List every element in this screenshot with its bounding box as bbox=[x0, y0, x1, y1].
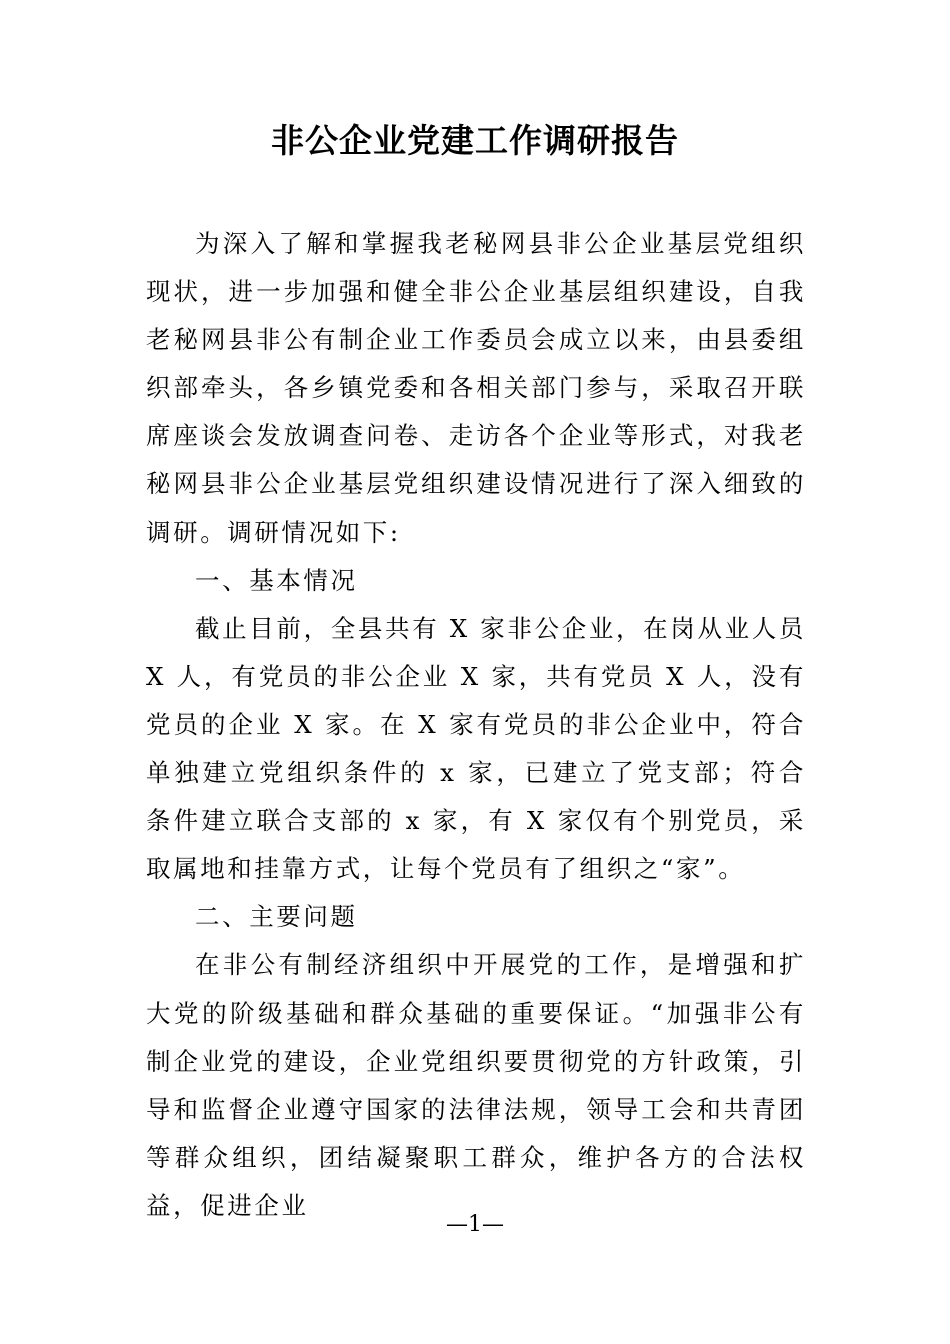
document-body bbox=[146, 220, 806, 1230]
section-heading-basic-situation: 一、基本情况 bbox=[195, 565, 358, 595]
page-number: —1— bbox=[446, 1212, 504, 1237]
document-title: 非公企业党建工作调研报告 bbox=[271, 121, 679, 160]
paragraph-main-problems: 在非公有制经济组织中开展党的工作，是增强和扩大党的阶级基础和群众基础的重要保证。“加强非公有制企业党的建设，企业党组织要贯彻党的方针政策，引导和监督企业遵守国家的法律法规，领导工会和共青团等群众组织，团结凝聚职工群众，维护各方的合法权益，促进企业 bbox=[146, 950, 806, 1220]
section-heading-main-problems: 二、主要问题 bbox=[195, 902, 358, 932]
paragraph-basic-situation: 截止目前，全县共有 X 家非公企业，在岗从业人员 X 人，有党员的非公企业 X 家，共有党员 X 人，没有党员的企业 X 家。在 X 家有党员的非公企业中，符合单独建立党组织条件的 x 家，已建立了党支部；符合条件建立联合支部的 x 家，有 X 家仅有个别党员，采取属地和挂靠方式，让每个党员有了组织之“家”。 bbox=[146, 613, 806, 884]
paragraph-intro: 为深入了解和掌握我老秘网县非公企业基层党组织现状，进一步加强和健全非公企业基层组织建设，自我老秘网县非公有制企业工作委员会成立以来，由县委组织部牵头，各乡镇党委和各相关部门参与，采取召开联席座谈会发放调查问卷、走访各个企业等形式，对我老秘网县非公企业基层党组织建设情况进行了深入细致的调研。调研情况如下: bbox=[146, 229, 806, 547]
